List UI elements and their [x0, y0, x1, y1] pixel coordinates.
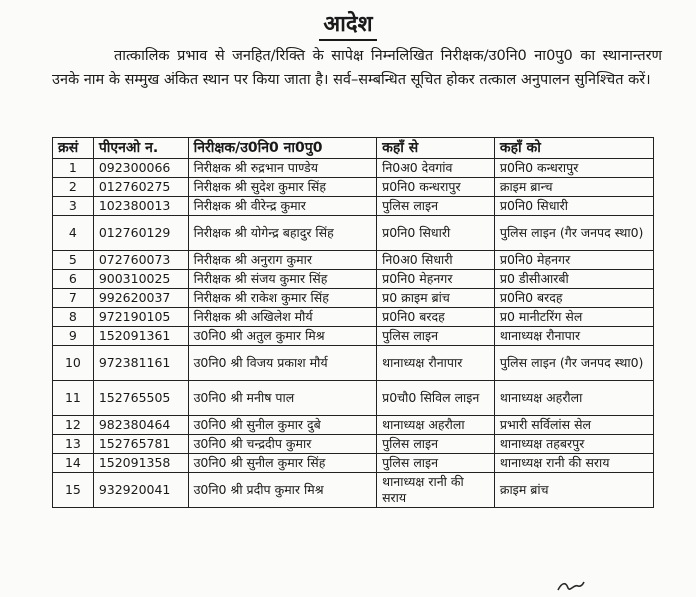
cell-name: उ0नि0 श्री मनीष पाल: [188, 381, 377, 416]
table-row: [53, 159, 654, 178]
cell-from: नि0अ0 सिधारी: [377, 251, 495, 270]
cell-from: नि0अ0 देवगांव: [377, 159, 495, 178]
cell-pno: 012760129: [93, 216, 188, 251]
table-row: [53, 289, 654, 308]
table-row: [53, 270, 654, 289]
table-row: [53, 308, 654, 327]
cell-from: प्र0नि0 बरदह: [377, 308, 495, 327]
cell-sn: 3: [53, 197, 94, 216]
transfer-table: [52, 137, 654, 508]
cell-from: पुलिस लाइन: [377, 197, 495, 216]
cell-name: निरीक्षक श्री संजय कुमार सिंह: [188, 270, 377, 289]
cell-from: थानाध्यक्ष रौनापार: [377, 346, 495, 381]
cell-sn: 11: [53, 381, 94, 416]
cell-pno: 982380464: [93, 416, 188, 435]
cell-from: थानाध्यक्ष अहरौला: [377, 416, 495, 435]
cell-pno: 992620037: [93, 289, 188, 308]
cell-to: प्र0नि0 बरदह: [494, 289, 653, 308]
cell-from: थानाध्यक्ष रानी की सराय: [377, 473, 495, 508]
cell-sn: 8: [53, 308, 94, 327]
table-row: [53, 435, 654, 454]
cell-from: प्र0चौ0 सिविल लाइन: [377, 381, 495, 416]
cell-pno: 102380013: [93, 197, 188, 216]
cell-sn: 4: [53, 216, 94, 251]
table-row: [53, 197, 654, 216]
cell-pno: 152765781: [93, 435, 188, 454]
table-row: [53, 454, 654, 473]
cell-name: उ0नि0 श्री सुनील कुमार सिंह: [188, 454, 377, 473]
table-row: [53, 327, 654, 346]
cell-pno: 012760275: [93, 178, 188, 197]
cell-to: क्राइम ब्रान्च: [494, 178, 653, 197]
cell-to: प्र0नि0 कन्धरापुर: [494, 159, 653, 178]
document-title-text: आदेश: [319, 8, 376, 41]
cell-to: पुलिस लाइन (गैर जनपद स्था0): [494, 216, 653, 251]
cell-pno: 152765505: [93, 381, 188, 416]
cell-sn: 5: [53, 251, 94, 270]
document-title: [0, 8, 696, 41]
cell-name: उ0नि0 श्री अतुल कुमार मिश्र: [188, 327, 377, 346]
cell-from: पुलिस लाइन: [377, 454, 495, 473]
cell-to: पुलिस लाइन (गैर जनपद स्था0): [494, 346, 653, 381]
cell-name: निरीक्षक श्री राकेश कुमार सिंह: [188, 289, 377, 308]
cell-sn: 7: [53, 289, 94, 308]
table-row: [53, 473, 654, 508]
cell-name: निरीक्षक श्री रुद्रभान पाण्डेय: [188, 159, 377, 178]
header-sn: क्रसं: [53, 138, 94, 159]
cell-to: क्राइम ब्रांच: [494, 473, 653, 508]
cell-sn: 2: [53, 178, 94, 197]
cell-sn: 12: [53, 416, 94, 435]
cell-to: थानाध्यक्ष रौनापार: [494, 327, 653, 346]
cell-sn: 9: [53, 327, 94, 346]
header-pno: पीएनओ न.: [93, 138, 188, 159]
header-name: निरीक्षक/उ0नि0 ना0पु0: [188, 138, 377, 159]
cell-pno: 972381161: [93, 346, 188, 381]
cell-pno: 152091361: [93, 327, 188, 346]
cell-pno: 900310025: [93, 270, 188, 289]
cell-name: उ0नि0 श्री प्रदीप कुमार मिश्र: [188, 473, 377, 508]
cell-sn: 10: [53, 346, 94, 381]
cell-sn: 13: [53, 435, 94, 454]
table-row: [53, 251, 654, 270]
cell-from: प्र0 क्राइम ब्रांच: [377, 289, 495, 308]
table-row: [53, 178, 654, 197]
cell-from: प्र0नि0 मेहनगर: [377, 270, 495, 289]
cell-pno: 932920041: [93, 473, 188, 508]
cell-to: प्र0नि0 मेहनगर: [494, 251, 653, 270]
table-row: [53, 381, 654, 416]
cell-from: पुलिस लाइन: [377, 327, 495, 346]
table-row: [53, 216, 654, 251]
cell-pno: 972190105: [93, 308, 188, 327]
cell-pno: 092300066: [93, 159, 188, 178]
cell-sn: 15: [53, 473, 94, 508]
cell-to: प्र0 मानीटरिंग सेल: [494, 308, 653, 327]
cell-from: प्र0नि0 कन्धरापुर: [377, 178, 495, 197]
header-to: कहाँ को: [494, 138, 653, 159]
cell-name: उ0नि0 श्री विजय प्रकाश मौर्य: [188, 346, 377, 381]
cell-to: प्र0 डीसीआरबी: [494, 270, 653, 289]
cell-from: पुलिस लाइन: [377, 435, 495, 454]
cell-to: थानाध्यक्ष तहबरपुर: [494, 435, 653, 454]
cell-from: प्र0नि0 सिधारी: [377, 216, 495, 251]
cell-name: निरीक्षक श्री अखिलेश मौर्य: [188, 308, 377, 327]
header-from: कहाँ से: [377, 138, 495, 159]
cell-pno: 072760073: [93, 251, 188, 270]
cell-sn: 14: [53, 454, 94, 473]
cell-sn: 1: [53, 159, 94, 178]
cell-pno: 152091358: [93, 454, 188, 473]
cell-to: थानाध्यक्ष रानी की सराय: [494, 454, 653, 473]
cell-name: उ0नि0 श्री चन्द्रदीप कुमार: [188, 435, 377, 454]
table-row: [53, 416, 654, 435]
cell-to: थानाध्यक्ष अहरौला: [494, 381, 653, 416]
cell-name: निरीक्षक श्री वीरेन्द्र कुमार: [188, 197, 377, 216]
table-header-row: [53, 138, 654, 159]
cell-sn: 6: [53, 270, 94, 289]
signature-mark: [556, 578, 586, 594]
cell-name: निरीक्षक श्री योगेन्द्र बहादुर सिंह: [188, 216, 377, 251]
cell-name: उ0नि0 श्री सुनील कुमार दुबे: [188, 416, 377, 435]
order-intro-paragraph: तात्कालिक प्रभाव से जनहित/रिक्ति के सापेक्ष निम्नलिखित निरीक्षक/उ0नि0 ना0पु0 का स्थानान्तरण उनके नाम के सम्मुख अंकित स्थान पर किया जाता है। सर्व–सम्बन्धित सूचित होकर तत्काल अनुपालन सुनिश्चित करें।: [52, 48, 662, 88]
cell-to: प्र0नि0 सिधारी: [494, 197, 653, 216]
table-row: [53, 346, 654, 381]
cell-name: निरीक्षक श्री अनुराग कुमार: [188, 251, 377, 270]
cell-to: प्रभारी सर्विलांस सेल: [494, 416, 653, 435]
cell-name: निरीक्षक श्री सुदेश कुमार सिंह: [188, 178, 377, 197]
